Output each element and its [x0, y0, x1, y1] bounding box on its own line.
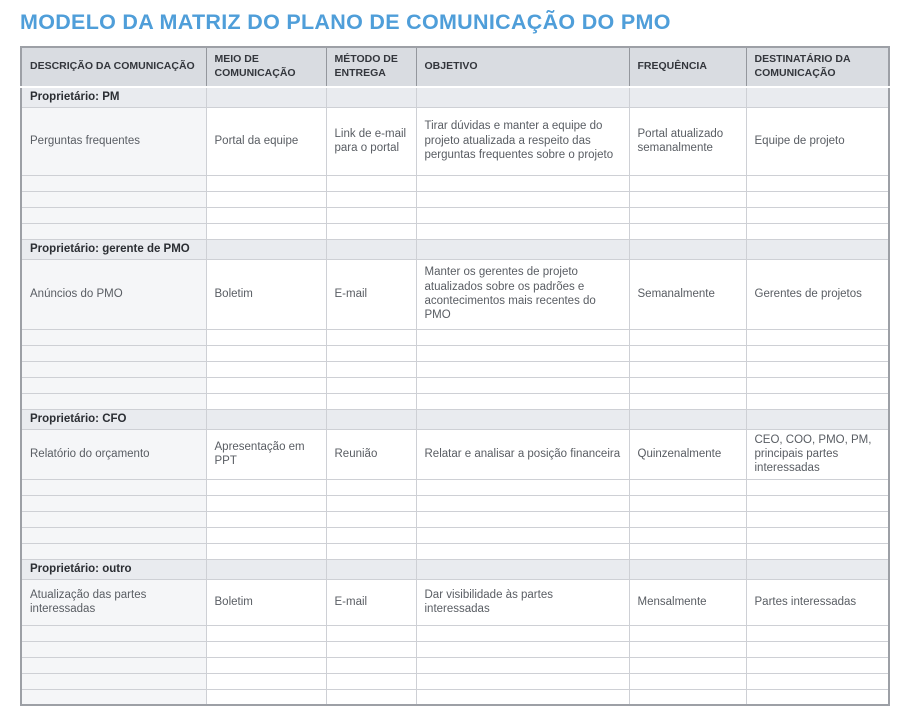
table-cell: Perguntas frequentes	[21, 107, 206, 175]
empty-row	[21, 207, 889, 223]
empty-cell	[629, 393, 746, 409]
empty-cell	[21, 191, 206, 207]
table-cell: Tirar dúvidas e manter a equipe do projeto atualizada a respeito das perguntas frequentes sobre o projeto	[416, 107, 629, 175]
empty-cell	[21, 479, 206, 495]
empty-cell	[21, 329, 206, 345]
page-title: MODELO DA MATRIZ DO PLANO DE COMUNICAÇÃO DO PMO	[20, 10, 671, 34]
empty-cell	[746, 689, 889, 705]
communication-matrix-table	[20, 46, 890, 706]
empty-cell	[206, 641, 326, 657]
empty-cell	[746, 479, 889, 495]
empty-cell	[326, 511, 416, 527]
empty-cell	[416, 345, 629, 361]
empty-row	[21, 625, 889, 641]
empty-cell	[206, 543, 326, 559]
empty-cell	[416, 175, 629, 191]
section-owner-label: Proprietário: outro	[21, 559, 206, 579]
empty-cell	[746, 361, 889, 377]
empty-cell	[326, 527, 416, 543]
empty-cell	[21, 625, 206, 641]
section-empty-cell	[629, 409, 746, 429]
column-header: DESCRIÇÃO DA COMUNICAÇÃO	[21, 47, 206, 87]
table-cell: Mensalmente	[629, 579, 746, 625]
empty-cell	[206, 511, 326, 527]
empty-cell	[206, 625, 326, 641]
empty-cell	[21, 641, 206, 657]
column-header: DESTINATÁRIO DA COMUNICAÇÃO	[746, 47, 889, 87]
table-cell: Anúncios do PMO	[21, 259, 206, 329]
table-cell: E-mail	[326, 579, 416, 625]
empty-cell	[21, 223, 206, 239]
empty-cell	[416, 377, 629, 393]
table-cell: Reunião	[326, 429, 416, 479]
section-empty-cell	[206, 559, 326, 579]
table-cell: Portal da equipe	[206, 107, 326, 175]
empty-row	[21, 377, 889, 393]
empty-cell	[326, 393, 416, 409]
empty-row	[21, 673, 889, 689]
table-cell: Portal atualizado semanalmente	[629, 107, 746, 175]
empty-row	[21, 495, 889, 511]
header-row	[21, 47, 889, 87]
empty-cell	[326, 657, 416, 673]
empty-cell	[206, 175, 326, 191]
empty-cell	[206, 191, 326, 207]
empty-cell	[21, 345, 206, 361]
table-row	[21, 429, 889, 479]
empty-cell	[746, 191, 889, 207]
empty-cell	[629, 527, 746, 543]
empty-cell	[629, 625, 746, 641]
empty-cell	[746, 673, 889, 689]
empty-cell	[746, 527, 889, 543]
section-row	[21, 87, 889, 107]
empty-cell	[21, 207, 206, 223]
empty-cell	[416, 223, 629, 239]
empty-cell	[629, 641, 746, 657]
table-cell: Partes interessadas	[746, 579, 889, 625]
column-header: MÉTODO DE ENTREGA	[326, 47, 416, 87]
empty-cell	[206, 361, 326, 377]
empty-cell	[326, 361, 416, 377]
empty-cell	[629, 511, 746, 527]
empty-row	[21, 329, 889, 345]
empty-cell	[629, 689, 746, 705]
section-empty-cell	[416, 409, 629, 429]
empty-cell	[629, 361, 746, 377]
section-empty-cell	[416, 239, 629, 259]
empty-cell	[746, 175, 889, 191]
empty-cell	[746, 393, 889, 409]
empty-cell	[416, 641, 629, 657]
empty-row	[21, 657, 889, 673]
empty-cell	[416, 511, 629, 527]
table-cell: Boletim	[206, 259, 326, 329]
empty-cell	[21, 657, 206, 673]
empty-row	[21, 361, 889, 377]
empty-cell	[206, 495, 326, 511]
empty-cell	[416, 689, 629, 705]
empty-cell	[416, 361, 629, 377]
empty-cell	[206, 657, 326, 673]
empty-cell	[746, 625, 889, 641]
empty-cell	[416, 495, 629, 511]
empty-cell	[416, 207, 629, 223]
table-cell: Relatório do orçamento	[21, 429, 206, 479]
table-cell: Semanalmente	[629, 259, 746, 329]
empty-cell	[326, 191, 416, 207]
empty-cell	[416, 625, 629, 641]
empty-cell	[206, 393, 326, 409]
empty-cell	[206, 689, 326, 705]
empty-cell	[629, 329, 746, 345]
empty-cell	[21, 175, 206, 191]
empty-cell	[629, 377, 746, 393]
section-empty-cell	[629, 87, 746, 107]
empty-cell	[326, 329, 416, 345]
empty-cell	[326, 207, 416, 223]
empty-cell	[21, 673, 206, 689]
column-header: MEIO DE COMUNICAÇÃO	[206, 47, 326, 87]
empty-cell	[746, 641, 889, 657]
empty-cell	[21, 361, 206, 377]
empty-cell	[416, 657, 629, 673]
table-cell: Atualização das partes interessadas	[21, 579, 206, 625]
empty-cell	[416, 393, 629, 409]
section-row	[21, 409, 889, 429]
empty-cell	[326, 543, 416, 559]
table-cell: Boletim	[206, 579, 326, 625]
empty-cell	[21, 495, 206, 511]
table-cell: Equipe de projeto	[746, 107, 889, 175]
empty-cell	[629, 223, 746, 239]
empty-row	[21, 479, 889, 495]
empty-cell	[326, 223, 416, 239]
empty-cell	[746, 223, 889, 239]
section-empty-cell	[326, 239, 416, 259]
empty-cell	[21, 393, 206, 409]
empty-cell	[746, 329, 889, 345]
empty-cell	[206, 345, 326, 361]
empty-row	[21, 689, 889, 705]
empty-row	[21, 175, 889, 191]
empty-cell	[629, 479, 746, 495]
section-empty-cell	[326, 409, 416, 429]
section-owner-label: Proprietário: PM	[21, 87, 206, 107]
empty-cell	[746, 543, 889, 559]
empty-cell	[326, 495, 416, 511]
empty-cell	[326, 479, 416, 495]
empty-cell	[629, 175, 746, 191]
empty-cell	[326, 689, 416, 705]
table-cell: Relatar e analisar a posição financeira	[416, 429, 629, 479]
empty-row	[21, 393, 889, 409]
table-row	[21, 259, 889, 329]
table-cell: CEO, COO, PMO, PM, principais partes interessadas	[746, 429, 889, 479]
empty-cell	[416, 673, 629, 689]
empty-cell	[206, 479, 326, 495]
empty-cell	[326, 641, 416, 657]
empty-cell	[629, 495, 746, 511]
empty-cell	[416, 543, 629, 559]
empty-cell	[416, 479, 629, 495]
empty-row	[21, 543, 889, 559]
empty-cell	[416, 329, 629, 345]
table-cell: Dar visibilidade às partes interessadas	[416, 579, 629, 625]
section-empty-cell	[416, 559, 629, 579]
section-empty-cell	[416, 87, 629, 107]
empty-cell	[746, 207, 889, 223]
empty-cell	[21, 543, 206, 559]
section-empty-cell	[746, 239, 889, 259]
empty-cell	[206, 329, 326, 345]
table-cell: Quinzenalmente	[629, 429, 746, 479]
empty-cell	[629, 673, 746, 689]
section-row	[21, 559, 889, 579]
empty-cell	[326, 175, 416, 191]
empty-cell	[206, 223, 326, 239]
empty-cell	[326, 673, 416, 689]
empty-cell	[746, 495, 889, 511]
empty-cell	[21, 689, 206, 705]
section-empty-cell	[629, 239, 746, 259]
empty-cell	[629, 207, 746, 223]
section-empty-cell	[746, 559, 889, 579]
empty-cell	[746, 377, 889, 393]
empty-cell	[206, 527, 326, 543]
section-row	[21, 239, 889, 259]
section-empty-cell	[326, 559, 416, 579]
table-row	[21, 579, 889, 625]
table-row	[21, 107, 889, 175]
empty-cell	[326, 377, 416, 393]
empty-cell	[746, 345, 889, 361]
empty-cell	[206, 207, 326, 223]
empty-cell	[416, 527, 629, 543]
section-empty-cell	[746, 409, 889, 429]
empty-cell	[629, 191, 746, 207]
empty-row	[21, 527, 889, 543]
table-cell: Apresentação em PPT	[206, 429, 326, 479]
table-cell: Gerentes de projetos	[746, 259, 889, 329]
empty-cell	[206, 377, 326, 393]
empty-row	[21, 191, 889, 207]
empty-row	[21, 511, 889, 527]
empty-cell	[746, 511, 889, 527]
empty-cell	[326, 625, 416, 641]
section-owner-label: Proprietário: CFO	[21, 409, 206, 429]
section-empty-cell	[326, 87, 416, 107]
empty-cell	[21, 511, 206, 527]
table-body	[21, 87, 889, 705]
section-owner-label: Proprietário: gerente de PMO	[21, 239, 206, 259]
table-cell: Link de e-mail para o portal	[326, 107, 416, 175]
table-cell: Manter os gerentes de projeto atualizados sobre os padrões e acontecimentos mais recentes do PMO	[416, 259, 629, 329]
empty-cell	[629, 345, 746, 361]
section-empty-cell	[206, 239, 326, 259]
empty-row	[21, 641, 889, 657]
empty-row	[21, 223, 889, 239]
section-empty-cell	[629, 559, 746, 579]
empty-cell	[629, 657, 746, 673]
section-empty-cell	[206, 87, 326, 107]
empty-cell	[21, 377, 206, 393]
empty-cell	[326, 345, 416, 361]
table-cell: E-mail	[326, 259, 416, 329]
empty-cell	[21, 527, 206, 543]
column-header: OBJETIVO	[416, 47, 629, 87]
section-empty-cell	[206, 409, 326, 429]
empty-row	[21, 345, 889, 361]
empty-cell	[746, 657, 889, 673]
section-empty-cell	[746, 87, 889, 107]
empty-cell	[416, 191, 629, 207]
empty-cell	[629, 543, 746, 559]
empty-cell	[206, 673, 326, 689]
column-header: FREQUÊNCIA	[629, 47, 746, 87]
